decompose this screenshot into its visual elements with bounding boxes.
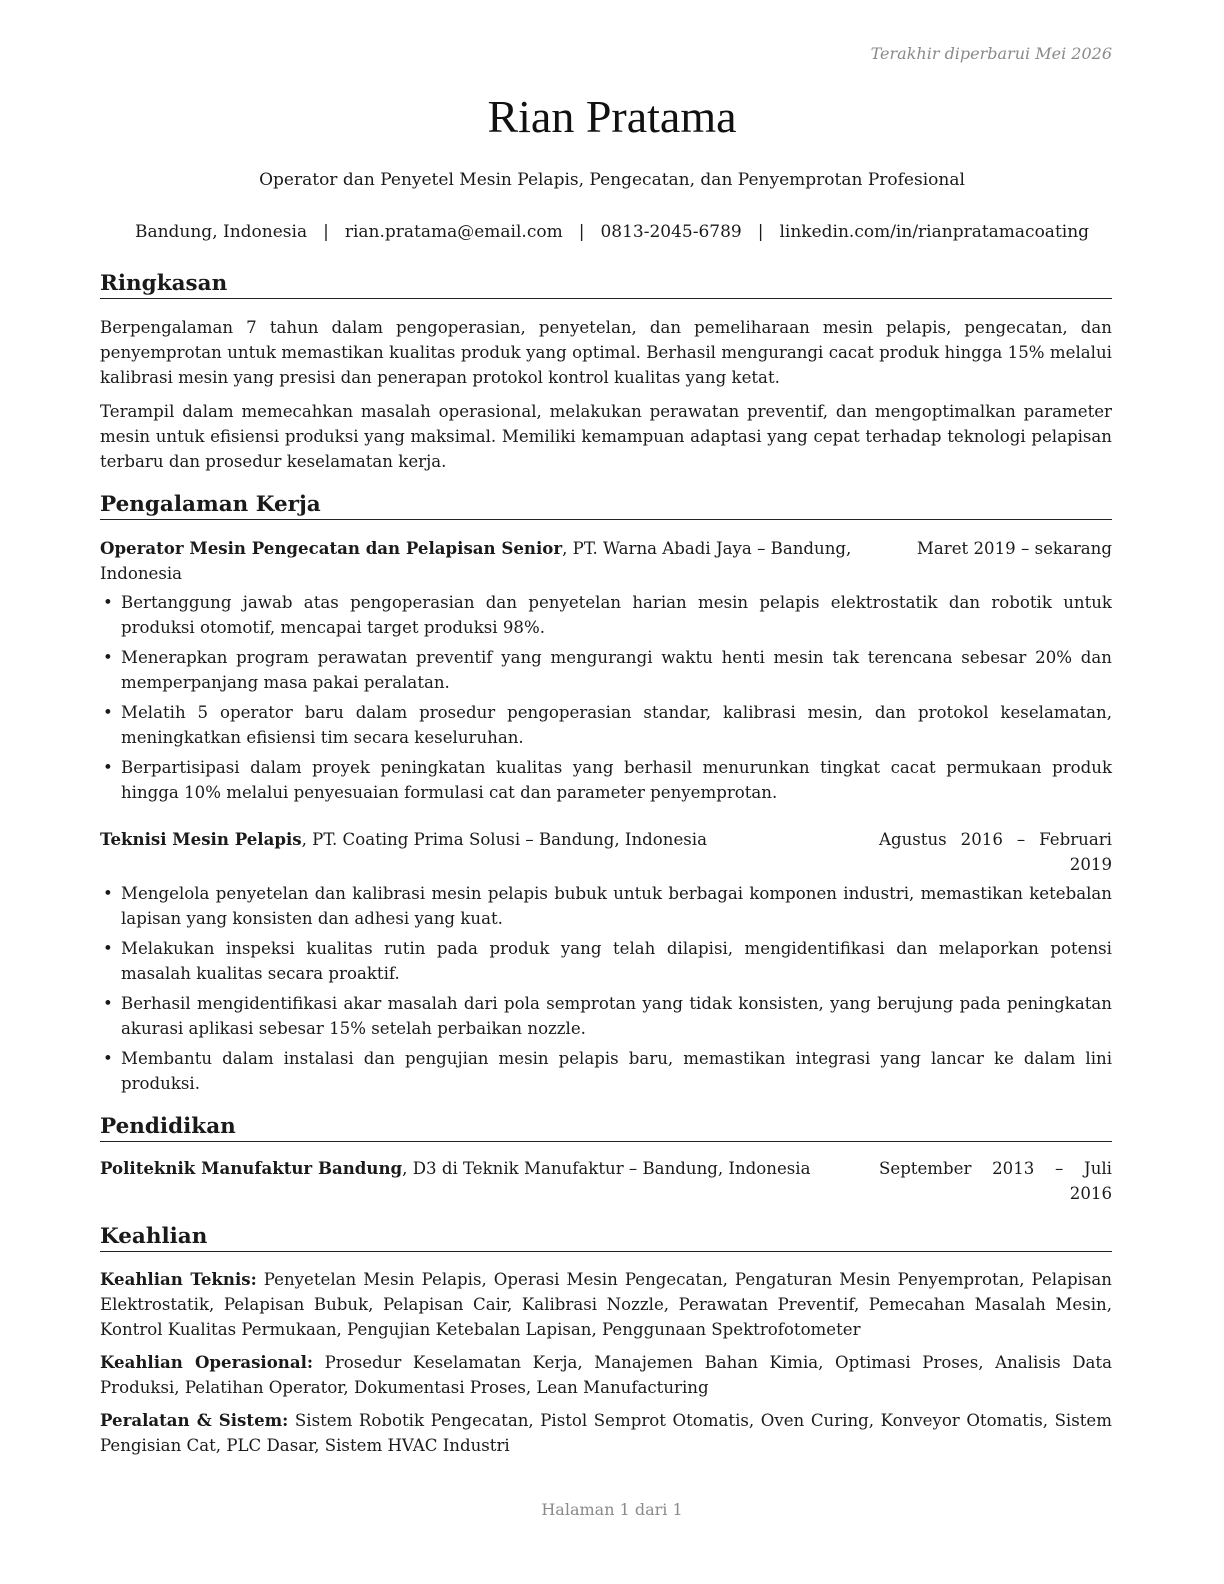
page-number: Halaman 1 dari 1 xyxy=(541,1500,683,1519)
section-heading: Pengalaman Kerja xyxy=(100,491,1112,520)
contact-separator: | xyxy=(578,222,585,242)
bullet-icon: • xyxy=(103,994,113,1013)
bullet-icon: • xyxy=(103,593,113,612)
list-item: • Melatih 5 operator baru dalam prosedur pengoperasian standar, kalibrasi mesin, dan protokol keselamatan, meningkatkan efisiensi tim secara keseluruhan. xyxy=(100,700,1112,750)
bullet-icon: • xyxy=(103,648,113,667)
education-dates: September 2013 – Juli 2016 xyxy=(879,1159,1112,1203)
contact-line xyxy=(0,220,1224,244)
job-title: Operator Mesin Pengecatan dan Pelapisan Senior xyxy=(100,538,563,558)
list-item: • Menerapkan program perawatan preventif yang mengurangi waktu henti mesin tak terencana sebesar 20% dan memperpanjang masa pakai peralatan. xyxy=(100,645,1112,695)
section-heading: Pendidikan xyxy=(100,1113,1112,1142)
job-bullets xyxy=(100,881,1112,1096)
bullet-icon: • xyxy=(103,1049,113,1068)
contact-linkedin[interactable]: linkedin.com/in/rianpratamacoating xyxy=(779,222,1090,242)
candidate-subtitle: Operator dan Penyetel Mesin Pelapis, Pengecatan, dan Penyemprotan Profesional xyxy=(259,170,965,190)
job-company: , PT. Warna Abadi Jaya – Bandung, Indonesia xyxy=(100,539,852,583)
job-dates: Agustus 2016 – Februari 2019 xyxy=(879,830,1112,874)
contact-phone: 0813-2045-6789 xyxy=(600,222,742,242)
candidate-name: Rian Pratama xyxy=(487,91,737,142)
list-item: • Berpartisipasi dalam proyek peningkatan kualitas yang berhasil menurunkan tingkat cacat permukaan produk hingga 10% melalui penyesuaian formulasi cat dan parameter penyemprotan. xyxy=(100,755,1112,805)
section-heading: Keahlian xyxy=(100,1223,1112,1252)
skills-section xyxy=(100,1223,1112,1458)
contact-email[interactable]: rian.pratama@email.com xyxy=(344,222,563,242)
experience-section xyxy=(100,491,1112,1096)
job-dates: Maret 2019 – sekarang xyxy=(916,539,1112,558)
skill-group-label: Keahlian Teknis: xyxy=(100,1269,257,1289)
summary-paragraph: Terampil dalam memecahkan masalah operasional, melakukan perawatan preventif, dan mengoptimalkan parameter mesin untuk efisiensi produksi yang maksimal. Memiliki kemampuan adaptasi yang cepat terhadap teknologi pelapisan terbaru dan prosedur keselamatan kerja. xyxy=(100,402,1112,471)
summary-paragraph: Berpengalaman 7 tahun dalam pengoperasian, penyetelan, dan pemeliharaan mesin pelapis, pengecatan, dan penyemprotan untuk memastikan kualitas produk yang optimal. Berhasil mengurangi cacat produk hingga 15% melalui kalibrasi mesin yang presisi dan penerapan protokol kontrol kualitas yang ketat. xyxy=(100,318,1112,387)
bullet-icon: • xyxy=(103,703,113,722)
job-entry xyxy=(100,827,1112,1096)
skill-group-label: Keahlian Operasional: xyxy=(100,1352,314,1372)
job-bullets xyxy=(100,590,1112,805)
job-entry xyxy=(100,536,1112,805)
skill-group-label: Peralatan & Sistem: xyxy=(100,1410,289,1430)
bullet-icon: • xyxy=(103,758,113,777)
list-item: • Mengelola penyetelan dan kalibrasi mesin pelapis bubuk untuk berbagai komponen industri, memastikan ketebalan lapisan yang konsisten dan adhesi yang kuat. xyxy=(100,881,1112,931)
contact-location: Bandung, Indonesia xyxy=(134,222,308,242)
bullet-icon: • xyxy=(103,939,113,958)
skill-group: Keahlian Teknis: Penyetelan Mesin Pelapis, Operasi Mesin Pengecatan, Pengaturan Mesin Penyemprotan, Pelapisan Elektrostatik, Pelapisan Bubuk, Pelapisan Cair, Kalibrasi Nozzle, Perawatan Preventif, Pemecahan Masalah Mesin, Kontrol Kualitas Permukaan, Pengujian Ketebalan Lapisan, Penggunaan Spektrofotometer xyxy=(100,1269,1112,1339)
section-heading: Ringkasan xyxy=(100,270,1112,299)
list-item: • Bertanggung jawab atas pengoperasian dan penyetelan harian mesin pelapis elektrostatik dan robotik untuk produksi otomotif, mencapai target produksi 98%. xyxy=(100,590,1112,640)
school-name: Politeknik Manufaktur Bandung xyxy=(100,1158,403,1178)
school-detail: , D3 di Teknik Manufaktur – Bandung, Indonesia xyxy=(402,1159,811,1178)
skill-group: Keahlian Operasional: Prosedur Keselamatan Kerja, Manajemen Bahan Kimia, Optimasi Proses, Analisis Data Produksi, Pelatihan Operator, Dokumentasi Proses, Lean Manufacturing xyxy=(100,1352,1112,1397)
job-title: Teknisi Mesin Pelapis xyxy=(100,829,302,849)
education-section xyxy=(100,1113,1112,1206)
contact-separator: | xyxy=(757,222,764,242)
bullet-icon: • xyxy=(103,884,113,903)
job-company: , PT. Coating Prima Solusi – Bandung, Indonesia xyxy=(301,830,707,849)
list-item: • Berhasil mengidentifikasi akar masalah dari pola semprotan yang tidak konsisten, yang berujung pada peningkatan akurasi aplikasi sebesar 15% setelah perbaikan nozzle. xyxy=(100,991,1112,1041)
skill-group: Peralatan & Sistem: Sistem Robotik Pengecatan, Pistol Semprot Otomatis, Oven Curing, Konveyor Otomatis, Sistem Pengisian Cat, PLC Dasar, Sistem HVAC Industri xyxy=(100,1410,1112,1455)
last-updated: Terakhir diperbarui Mei 2026 xyxy=(870,44,1112,63)
summary-section xyxy=(100,270,1112,474)
list-item: • Membantu dalam instalasi dan pengujian mesin pelapis baru, memastikan integrasi yang lancar ke dalam lini produksi. xyxy=(100,1046,1112,1096)
list-item: • Melakukan inspeksi kualitas rutin pada produk yang telah dilapisi, mengidentifikasi dan melaporkan potensi masalah kualitas secara proaktif. xyxy=(100,936,1112,986)
contact-separator: | xyxy=(323,222,329,242)
resume-content xyxy=(100,270,1112,1458)
